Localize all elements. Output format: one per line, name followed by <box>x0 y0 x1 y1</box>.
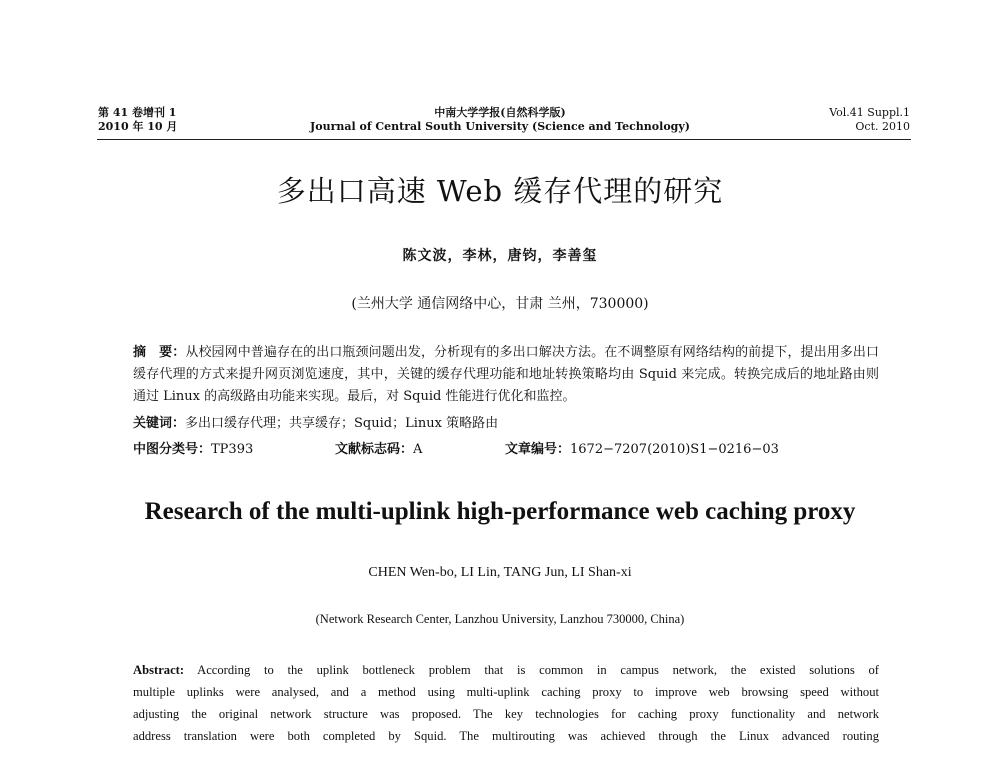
date-zh: 2010 年 10 月 <box>98 120 178 133</box>
abstract-en-line <box>133 659 879 681</box>
abstract-zh-text: 从校园网中普遍存在的出口瓶颈问题出发，分析现有的多出口解决方法。在不调整原有网络结构的前提下，提出用多出口缓存代理的方式来提升网页浏览速度，其中，关键的缓存代理功能和地址转换策略均由 Squid 来完成。转换完成后的地址路由则通过 Linux 的高级路由功能来实现。最后，对 Squid 性能进行优化和监控。 <box>133 345 879 404</box>
clc-number <box>133 442 253 458</box>
date-en: Oct. 2010 <box>855 120 910 133</box>
title-zh: 多出口高速 Web 缓存代理的研究 <box>276 174 724 208</box>
header-right <box>829 106 910 134</box>
clc-label: 中图分类号： <box>133 442 212 457</box>
abstract-en-line4: address translation were both completed by Squid. The multirouting was achieved through the Linux advanced routing <box>133 729 879 743</box>
abstract-en-line3: adjusting the original network structure was proposed. The key technologies for caching proxy functionality and network <box>133 707 879 721</box>
title-en: Research of the multi-uplink high-performance web caching proxy <box>144 498 856 525</box>
volume-zh: 第 41 卷增刊 1 <box>98 106 177 119</box>
article-number-value: 1672−7207(2010)S1−0216−03 <box>570 442 779 457</box>
affiliation-en: (Network Research Center, Lanzhou University, Lanzhou 730000, China) <box>315 612 685 626</box>
abstract-en-line2: multiple uplinks were analysed, and a method using multi-uplink caching proxy to improve web browsing speed without <box>133 685 879 699</box>
document-code-label: 文献标志码： <box>335 442 414 457</box>
affiliation-zh: (兰州大学 通信网络中心，甘肃 兰州，730000) <box>351 296 649 312</box>
abstract-en <box>133 659 879 747</box>
document-code <box>335 442 422 458</box>
clc-value: TP393 <box>211 442 254 457</box>
authors-zh: 陈文波，李林，唐钧，李善玺 <box>402 248 598 264</box>
volume-en: Vol.41 Suppl.1 <box>829 106 910 119</box>
keywords-zh <box>133 416 498 432</box>
keywords-zh-label: 关键词： <box>133 416 186 431</box>
keywords-zh-text: 多出口缓存代理；共享缓存；Squid；Linux 策略路由 <box>185 416 499 431</box>
abstract-en-label: Abstract: <box>133 663 185 677</box>
abstract-en-line1: According to the uplink bottleneck problem that is common in campus network, the existed solutions of <box>197 663 879 677</box>
document-code-value: A <box>413 442 423 457</box>
journal-name-en: Journal of Central South University (Science and Technology) <box>310 120 690 133</box>
article-number-label: 文章编号： <box>505 442 571 457</box>
abstract-zh-label: 摘 要： <box>133 345 186 360</box>
journal-name-zh: 中南大学学报(自然科学版) <box>434 106 566 119</box>
article-number <box>505 442 779 458</box>
header-rule <box>97 139 911 140</box>
authors-en: CHEN Wen-bo, LI Lin, TANG Jun, LI Shan-xi <box>368 565 632 580</box>
abstract-zh <box>133 342 879 408</box>
